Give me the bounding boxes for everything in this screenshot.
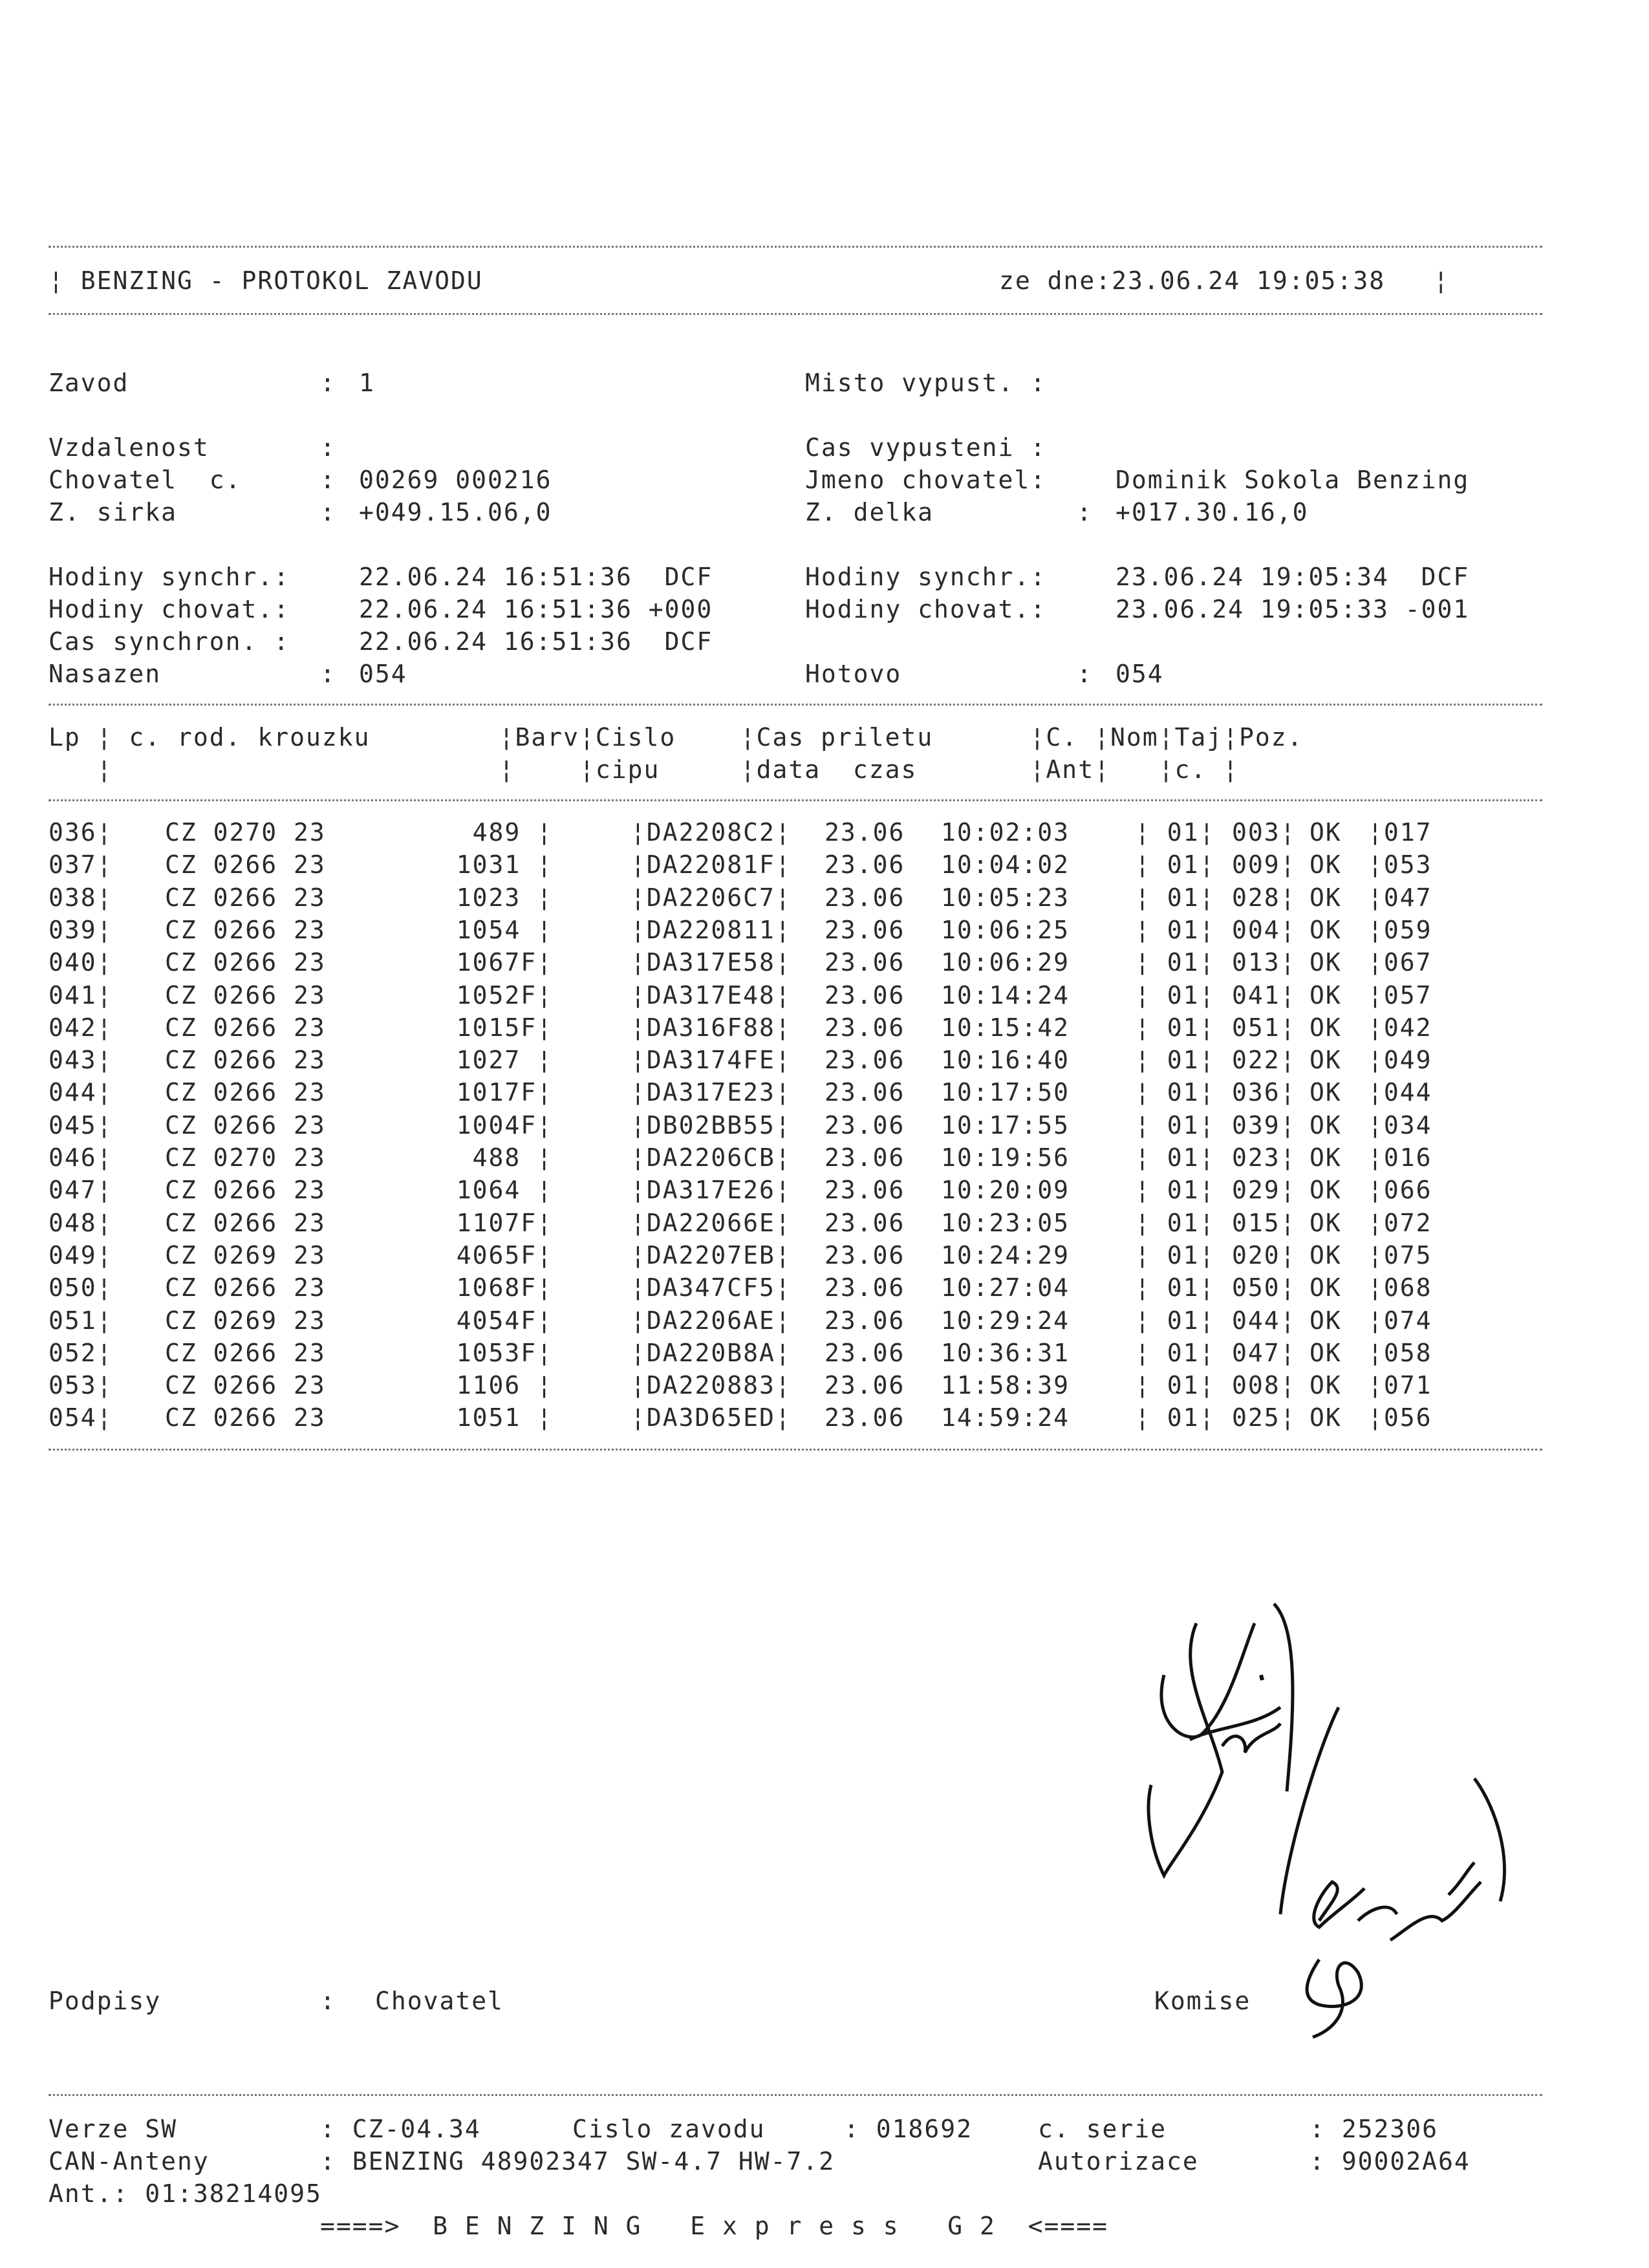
cas-sync-value: 22.06.24 16:51:36 DCF <box>359 627 713 656</box>
table-row <box>0 816 1649 848</box>
zavod-sep: : <box>320 369 336 397</box>
cell-ant: ¦ 01¦ <box>1135 1013 1216 1042</box>
cell-lp: 048¦ <box>48 1208 113 1237</box>
table-row <box>0 1076 1649 1108</box>
cell-chip: ¦DA22066E¦ <box>630 1208 792 1237</box>
cell-nom: 051¦ <box>1232 1013 1297 1042</box>
cell-poz: ¦066 <box>1368 1176 1432 1205</box>
cell-lp: 036¦ <box>48 818 113 847</box>
report-title: ¦ BENZING - PROTOKOL ZAVODU <box>48 266 483 295</box>
cell-chip: ¦DA220811¦ <box>630 915 792 944</box>
cell-ant: ¦ 01¦ <box>1135 1110 1216 1139</box>
cell-lp: 046¦ <box>48 1143 113 1172</box>
cell-time: 10:19:56 <box>941 1143 1070 1172</box>
cell-date: 23.06 <box>824 818 905 847</box>
cell-poz: ¦042 <box>1368 1013 1432 1042</box>
cell-taj: OK <box>1310 1240 1342 1269</box>
cell-ant: ¦ 01¦ <box>1135 1208 1216 1237</box>
cell-num: 1023 ¦ <box>456 883 553 912</box>
footer-rule <box>48 2094 1542 2096</box>
hotovo-label: Hotovo <box>805 660 902 688</box>
cell-num: 1015F¦ <box>456 1013 553 1042</box>
cell-date: 23.06 <box>824 1338 905 1367</box>
cell-time: 10:17:50 <box>941 1078 1070 1107</box>
table-header-line1: Lp ¦ c. rod. krouzku ¦Barv¦Cislo ¦Cas priletu ¦C. ¦Nom¦Taj¦Poz. <box>48 723 1304 751</box>
cas-sync-label: Cas synchron. : <box>48 627 290 656</box>
cell-date: 23.06 <box>824 850 905 880</box>
cell-date: 23.06 <box>824 1371 905 1400</box>
cell-lp: 049¦ <box>48 1240 113 1269</box>
cell-taj: OK <box>1310 1013 1342 1042</box>
serie-value: : 252306 <box>1310 2115 1439 2143</box>
cell-num: 4065F¦ <box>456 1240 553 1269</box>
cell-time: 10:36:31 <box>941 1338 1070 1367</box>
cell-taj: OK <box>1310 915 1342 944</box>
cell-lp: 037¦ <box>48 850 113 880</box>
delka-label: Z. delka <box>805 498 934 526</box>
report-date: ze dne:23.06.24 19:05:38 ¦ <box>999 266 1450 295</box>
cell-num: 1054 ¦ <box>456 915 553 944</box>
cell-chip: ¦DA2207EB¦ <box>630 1240 792 1269</box>
cell-nom: 044¦ <box>1232 1306 1297 1335</box>
cell-time: 14:59:24 <box>941 1403 1070 1432</box>
cell-poz: ¦075 <box>1368 1240 1432 1269</box>
cell-chip: ¦DA220B8A¦ <box>630 1338 792 1367</box>
cell-time: 10:29:24 <box>941 1306 1070 1335</box>
misto-label: Misto vypust. : <box>805 369 1047 397</box>
hotovo-value: 054 <box>1116 660 1164 688</box>
delka-value: +017.30.16,0 <box>1116 498 1309 526</box>
cell-ant: ¦ 01¦ <box>1135 1078 1216 1107</box>
cell-nom: 041¦ <box>1232 980 1297 1010</box>
table-row <box>0 881 1649 914</box>
cell-ant: ¦ 01¦ <box>1135 915 1216 944</box>
cell-ant: ¦ 01¦ <box>1135 1338 1216 1367</box>
jmeno-value: Dominik Sokola Benzing <box>1116 466 1470 494</box>
sync1-value: 22.06.24 16:51:36 DCF <box>359 563 713 591</box>
verze-value: : CZ-04.34 <box>320 2115 481 2143</box>
cell-taj: OK <box>1310 1338 1342 1367</box>
cell-ring: CZ 0266 23 <box>165 1371 326 1400</box>
cislo-zavodu-label: Cislo zavodu <box>572 2115 766 2143</box>
cell-taj: OK <box>1310 1371 1342 1400</box>
cell-date: 23.06 <box>824 980 905 1010</box>
cell-taj: OK <box>1310 1143 1342 1172</box>
cell-lp: 041¦ <box>48 980 113 1010</box>
table-row <box>0 1271 1649 1304</box>
komise-signature-label: Komise <box>1154 1987 1251 2015</box>
vzdalenost-label: Vzdalenost <box>48 433 210 462</box>
autorizace-label: Autorizace <box>1038 2147 1199 2176</box>
cell-date: 23.06 <box>824 1143 905 1172</box>
cell-time: 11:58:39 <box>941 1371 1070 1400</box>
cell-time: 10:15:42 <box>941 1013 1070 1042</box>
can-label: CAN-Anteny <box>48 2147 210 2176</box>
cell-ant: ¦ 01¦ <box>1135 850 1216 880</box>
table-row <box>0 1207 1649 1239</box>
cell-time: 10:05:23 <box>941 883 1070 912</box>
cell-chip: ¦DA2206C7¦ <box>630 883 792 912</box>
cell-nom: 004¦ <box>1232 915 1297 944</box>
cell-chip: ¦DA317E48¦ <box>630 980 792 1010</box>
table-top-rule <box>48 704 1542 706</box>
can-value: : BENZING 48902347 SW-4.7 HW-7.2 <box>320 2147 835 2176</box>
cell-num: 1064 ¦ <box>456 1176 553 1205</box>
cell-lp: 045¦ <box>48 1110 113 1139</box>
cell-date: 23.06 <box>824 1046 905 1075</box>
table-bottom-rule <box>48 1449 1542 1451</box>
table-row <box>0 914 1649 946</box>
cell-date: 23.06 <box>824 883 905 912</box>
sirka-label: Z. sirka <box>48 498 178 526</box>
cell-nom: 039¦ <box>1232 1110 1297 1139</box>
sync1-label: Hodiny synchr.: <box>48 563 290 591</box>
cell-poz: ¦034 <box>1368 1110 1432 1139</box>
chovatel-label: Chovatel c. <box>48 466 242 494</box>
cell-nom: 025¦ <box>1232 1403 1297 1432</box>
cell-lp: 040¦ <box>48 948 113 977</box>
cell-taj: OK <box>1310 1306 1342 1335</box>
cell-nom: 003¦ <box>1232 818 1297 847</box>
komise-signature <box>1280 1766 1539 2050</box>
cell-ant: ¦ 01¦ <box>1135 948 1216 977</box>
cell-nom: 028¦ <box>1232 883 1297 912</box>
cell-poz: ¦053 <box>1368 850 1432 880</box>
cell-date: 23.06 <box>824 1176 905 1205</box>
cell-num: 1053F¦ <box>456 1338 553 1367</box>
chovat2-value: 23.06.24 19:05:33 -001 <box>1116 595 1470 623</box>
cell-poz: ¦059 <box>1368 915 1432 944</box>
cell-poz: ¦074 <box>1368 1306 1432 1335</box>
cell-date: 23.06 <box>824 915 905 944</box>
cell-ant: ¦ 01¦ <box>1135 1240 1216 1269</box>
podpisy-label: Podpisy <box>48 1987 162 2015</box>
cell-nom: 008¦ <box>1232 1371 1297 1400</box>
cell-time: 10:20:09 <box>941 1176 1070 1205</box>
jmeno-label: Jmeno chovatel: <box>805 466 1047 494</box>
cell-lp: 050¦ <box>48 1273 113 1302</box>
cell-num: 4054F¦ <box>456 1306 553 1335</box>
cell-poz: ¦072 <box>1368 1208 1432 1237</box>
cell-nom: 029¦ <box>1232 1176 1297 1205</box>
table-row <box>0 1011 1649 1044</box>
cell-taj: OK <box>1310 980 1342 1010</box>
cell-chip: ¦DA22081F¦ <box>630 850 792 880</box>
cell-nom: 023¦ <box>1232 1143 1297 1172</box>
cell-chip: ¦DA2206AE¦ <box>630 1306 792 1335</box>
ant-line: Ant.: 01:38214095 <box>48 2179 322 2208</box>
chovat1-value: 22.06.24 16:51:36 +000 <box>359 595 713 623</box>
header-top-rule <box>48 246 1542 248</box>
cell-chip: ¦DA2206CB¦ <box>630 1143 792 1172</box>
cell-ring: CZ 0266 23 <box>165 850 326 880</box>
cell-nom: 020¦ <box>1232 1240 1297 1269</box>
cell-nom: 015¦ <box>1232 1208 1297 1237</box>
cell-ring: CZ 0266 23 <box>165 883 326 912</box>
table-row <box>0 946 1649 978</box>
podpisy-sep: : <box>320 1987 336 2015</box>
chovatel-value: 00269 000216 <box>359 466 552 494</box>
cell-date: 23.06 <box>824 1013 905 1042</box>
cell-ant: ¦ 01¦ <box>1135 980 1216 1010</box>
cell-nom: 009¦ <box>1232 850 1297 880</box>
vzdalenost-sep: : <box>320 433 336 462</box>
chovatel-signature-label: Chovatel <box>375 1987 504 2015</box>
cell-ring: CZ 0266 23 <box>165 1078 326 1107</box>
cell-lp: 053¦ <box>48 1371 113 1400</box>
nasazen-label: Nasazen <box>48 660 162 688</box>
cell-ring: CZ 0269 23 <box>165 1306 326 1335</box>
cell-nom: 013¦ <box>1232 948 1297 977</box>
cell-date: 23.06 <box>824 1240 905 1269</box>
cell-num: 1068F¦ <box>456 1273 553 1302</box>
cell-date: 23.06 <box>824 1273 905 1302</box>
cell-taj: OK <box>1310 850 1342 880</box>
cell-num: 1027 ¦ <box>456 1046 553 1075</box>
cell-time: 10:02:03 <box>941 818 1070 847</box>
cell-taj: OK <box>1310 1176 1342 1205</box>
cell-date: 23.06 <box>824 1403 905 1432</box>
table-row <box>0 1337 1649 1369</box>
cell-num: 1017F¦ <box>456 1078 553 1107</box>
cell-time: 10:04:02 <box>941 850 1070 880</box>
cell-taj: OK <box>1310 1273 1342 1302</box>
cell-taj: OK <box>1310 1110 1342 1139</box>
cell-nom: 050¦ <box>1232 1273 1297 1302</box>
cell-chip: ¦DA317E26¦ <box>630 1176 792 1205</box>
cell-date: 23.06 <box>824 948 905 977</box>
cell-ring: CZ 0266 23 <box>165 1110 326 1139</box>
brand-line: ====> B E N Z I N G E x p r e s s G 2 <==== <box>320 2212 1109 2240</box>
sync2-label: Hodiny synchr.: <box>805 563 1047 591</box>
cell-ring: CZ 0266 23 <box>165 948 326 977</box>
zavod-label: Zavod <box>48 369 129 397</box>
zavod-value: 1 <box>359 369 375 397</box>
cas-vypusteni-label: Cas vypusteni : <box>805 433 1047 462</box>
autorizace-value: : 90002A64 <box>1310 2147 1471 2176</box>
cell-poz: ¦047 <box>1368 883 1432 912</box>
cell-nom: 022¦ <box>1232 1046 1297 1075</box>
cell-ant: ¦ 01¦ <box>1135 883 1216 912</box>
cell-taj: OK <box>1310 1403 1342 1432</box>
cell-chip: ¦DA3D65ED¦ <box>630 1403 792 1432</box>
table-row <box>0 1304 1649 1337</box>
cell-taj: OK <box>1310 883 1342 912</box>
cell-date: 23.06 <box>824 1078 905 1107</box>
sync2-value: 23.06.24 19:05:34 DCF <box>1116 563 1470 591</box>
chovatel-sep: : <box>320 466 336 494</box>
cell-ant: ¦ 01¦ <box>1135 1046 1216 1075</box>
cell-num: 1107F¦ <box>456 1208 553 1237</box>
sirka-sep: : <box>320 498 336 526</box>
cell-num: 1106 ¦ <box>456 1371 553 1400</box>
cell-num: 1052F¦ <box>456 980 553 1010</box>
table-row <box>0 1174 1649 1206</box>
cell-lp: 038¦ <box>48 883 113 912</box>
cell-poz: ¦056 <box>1368 1403 1432 1432</box>
cell-taj: OK <box>1310 948 1342 977</box>
serie-label: c. serie <box>1038 2115 1167 2143</box>
table-header-line2: ¦ ¦ ¦cipu ¦data czas ¦Ant¦ ¦c. ¦ <box>48 755 1239 784</box>
cell-chip: ¦DA317E58¦ <box>630 948 792 977</box>
cell-taj: OK <box>1310 1046 1342 1075</box>
cell-ring: CZ 0266 23 <box>165 1013 326 1042</box>
cell-num: 489 ¦ <box>472 818 553 847</box>
cell-ring: CZ 0266 23 <box>165 1208 326 1237</box>
cell-time: 10:27:04 <box>941 1273 1070 1302</box>
cell-chip: ¦DA316F88¦ <box>630 1013 792 1042</box>
cell-lp: 052¦ <box>48 1338 113 1367</box>
cell-num: 488 ¦ <box>472 1143 553 1172</box>
cell-lp: 039¦ <box>48 915 113 944</box>
cislo-zavodu-value: : 018692 <box>844 2115 973 2143</box>
cell-chip: ¦DA2208C2¦ <box>630 818 792 847</box>
cell-ring: CZ 0266 23 <box>165 1176 326 1205</box>
chovat2-label: Hodiny chovat.: <box>805 595 1047 623</box>
cell-poz: ¦044 <box>1368 1078 1432 1107</box>
table-row <box>0 1401 1649 1434</box>
cell-num: 1051 ¦ <box>456 1403 553 1432</box>
cell-poz: ¦057 <box>1368 980 1432 1010</box>
table-row <box>0 1369 1649 1401</box>
cell-poz: ¦016 <box>1368 1143 1432 1172</box>
cell-nom: 047¦ <box>1232 1338 1297 1367</box>
table-row <box>0 979 1649 1011</box>
table-row <box>0 1141 1649 1174</box>
cell-lp: 054¦ <box>48 1403 113 1432</box>
cell-lp: 047¦ <box>48 1176 113 1205</box>
cell-chip: ¦DA317E23¦ <box>630 1078 792 1107</box>
table-row <box>0 848 1649 881</box>
cell-ring: CZ 0266 23 <box>165 1403 326 1432</box>
table-header-rule <box>48 799 1542 801</box>
cell-taj: OK <box>1310 818 1342 847</box>
cell-lp: 043¦ <box>48 1046 113 1075</box>
cell-poz: ¦058 <box>1368 1338 1432 1367</box>
cell-ant: ¦ 01¦ <box>1135 1143 1216 1172</box>
hotovo-sep: : <box>1077 660 1093 688</box>
cell-taj: OK <box>1310 1078 1342 1107</box>
cell-lp: 042¦ <box>48 1013 113 1042</box>
cell-num: 1067F¦ <box>456 948 553 977</box>
table-row <box>0 1239 1649 1271</box>
cell-ring: CZ 0270 23 <box>165 1143 326 1172</box>
cell-time: 10:17:55 <box>941 1110 1070 1139</box>
cell-poz: ¦067 <box>1368 948 1432 977</box>
cell-poz: ¦068 <box>1368 1273 1432 1302</box>
cell-poz: ¦049 <box>1368 1046 1432 1075</box>
cell-poz: ¦017 <box>1368 818 1432 847</box>
cell-ant: ¦ 01¦ <box>1135 1403 1216 1432</box>
cell-time: 10:14:24 <box>941 980 1070 1010</box>
cell-ring: CZ 0266 23 <box>165 915 326 944</box>
cell-ant: ¦ 01¦ <box>1135 1273 1216 1302</box>
cell-nom: 036¦ <box>1232 1078 1297 1107</box>
cell-chip: ¦DA347CF5¦ <box>630 1273 792 1302</box>
cell-date: 23.06 <box>824 1306 905 1335</box>
cell-ant: ¦ 01¦ <box>1135 1371 1216 1400</box>
cell-ring: CZ 0266 23 <box>165 980 326 1010</box>
cell-time: 10:06:25 <box>941 915 1070 944</box>
cell-taj: OK <box>1310 1208 1342 1237</box>
cell-time: 10:24:29 <box>941 1240 1070 1269</box>
cell-chip: ¦DB02BB55¦ <box>630 1110 792 1139</box>
cell-ring: CZ 0266 23 <box>165 1338 326 1367</box>
cell-ring: CZ 0266 23 <box>165 1273 326 1302</box>
cell-ring: CZ 0266 23 <box>165 1046 326 1075</box>
cell-time: 10:06:29 <box>941 948 1070 977</box>
cell-ring: CZ 0270 23 <box>165 818 326 847</box>
cell-poz: ¦071 <box>1368 1371 1432 1400</box>
sirka-value: +049.15.06,0 <box>359 498 552 526</box>
table-row <box>0 1044 1649 1076</box>
cell-time: 10:16:40 <box>941 1046 1070 1075</box>
nasazen-value: 054 <box>359 660 407 688</box>
cell-num: 1031 ¦ <box>456 850 553 880</box>
verze-label: Verze SW <box>48 2115 178 2143</box>
chovat1-label: Hodiny chovat.: <box>48 595 290 623</box>
cell-ring: CZ 0269 23 <box>165 1240 326 1269</box>
cell-date: 23.06 <box>824 1110 905 1139</box>
table-row <box>0 1109 1649 1141</box>
cell-ant: ¦ 01¦ <box>1135 1176 1216 1205</box>
cell-ant: ¦ 01¦ <box>1135 1306 1216 1335</box>
cell-chip: ¦DA3174FE¦ <box>630 1046 792 1075</box>
cell-lp: 051¦ <box>48 1306 113 1335</box>
cell-time: 10:23:05 <box>941 1208 1070 1237</box>
nasazen-sep: : <box>320 660 336 688</box>
delka-sep: : <box>1077 498 1093 526</box>
cell-ant: ¦ 01¦ <box>1135 818 1216 847</box>
cell-date: 23.06 <box>824 1208 905 1237</box>
header-bottom-rule <box>48 313 1542 315</box>
cell-chip: ¦DA220883¦ <box>630 1371 792 1400</box>
cell-lp: 044¦ <box>48 1078 113 1107</box>
cell-num: 1004F¦ <box>456 1110 553 1139</box>
